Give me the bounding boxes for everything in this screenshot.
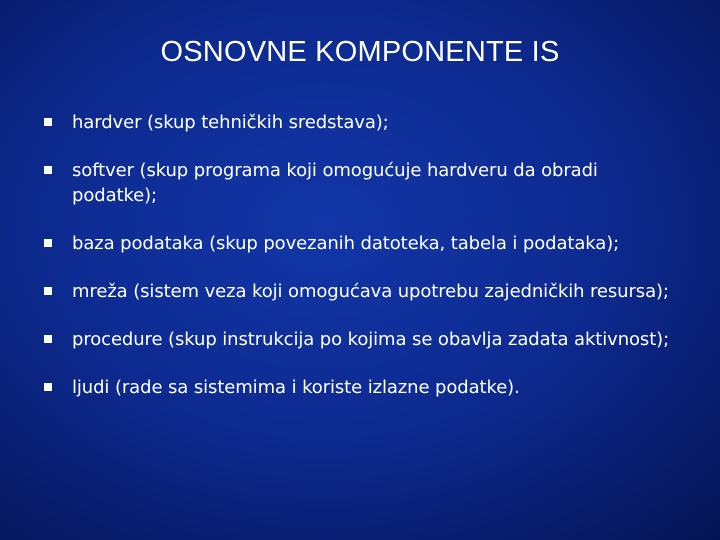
square-bullet-icon xyxy=(44,118,52,126)
bullet-item-hardver xyxy=(44,110,674,135)
bullet-text: hardver (skup tehničkih sredstava); xyxy=(72,112,389,133)
bullet-text: ljudi (rade sa sistemima i koriste izlazne podatke). xyxy=(72,377,520,398)
square-bullet-icon xyxy=(44,383,52,391)
slide-title: OSNOVNE KOMPONENTE IS xyxy=(160,36,560,68)
bullet-text: procedure (skup instrukcija po kojima se obavlja zadata aktivnost); xyxy=(72,329,670,350)
bullet-list xyxy=(44,110,674,423)
square-bullet-icon xyxy=(44,166,52,174)
bullet-text: softver (skup programa koji omogućuje hardveru da obradi podatke); xyxy=(72,160,598,206)
bullet-item-ljudi xyxy=(44,375,674,400)
bullet-item-softver xyxy=(44,158,674,208)
square-bullet-icon xyxy=(44,287,52,295)
square-bullet-icon xyxy=(44,335,52,343)
bullet-text: baza podataka (skup povezanih datoteka, tabela i podataka); xyxy=(72,233,620,254)
bullet-item-baza-podataka xyxy=(44,231,674,256)
bullet-text: mreža (sistem veza koji omogućava upotrebu zajedničkih resursa); xyxy=(72,281,669,302)
bullet-item-mreza xyxy=(44,279,674,304)
bullet-item-procedure xyxy=(44,327,674,352)
square-bullet-icon xyxy=(44,239,52,247)
